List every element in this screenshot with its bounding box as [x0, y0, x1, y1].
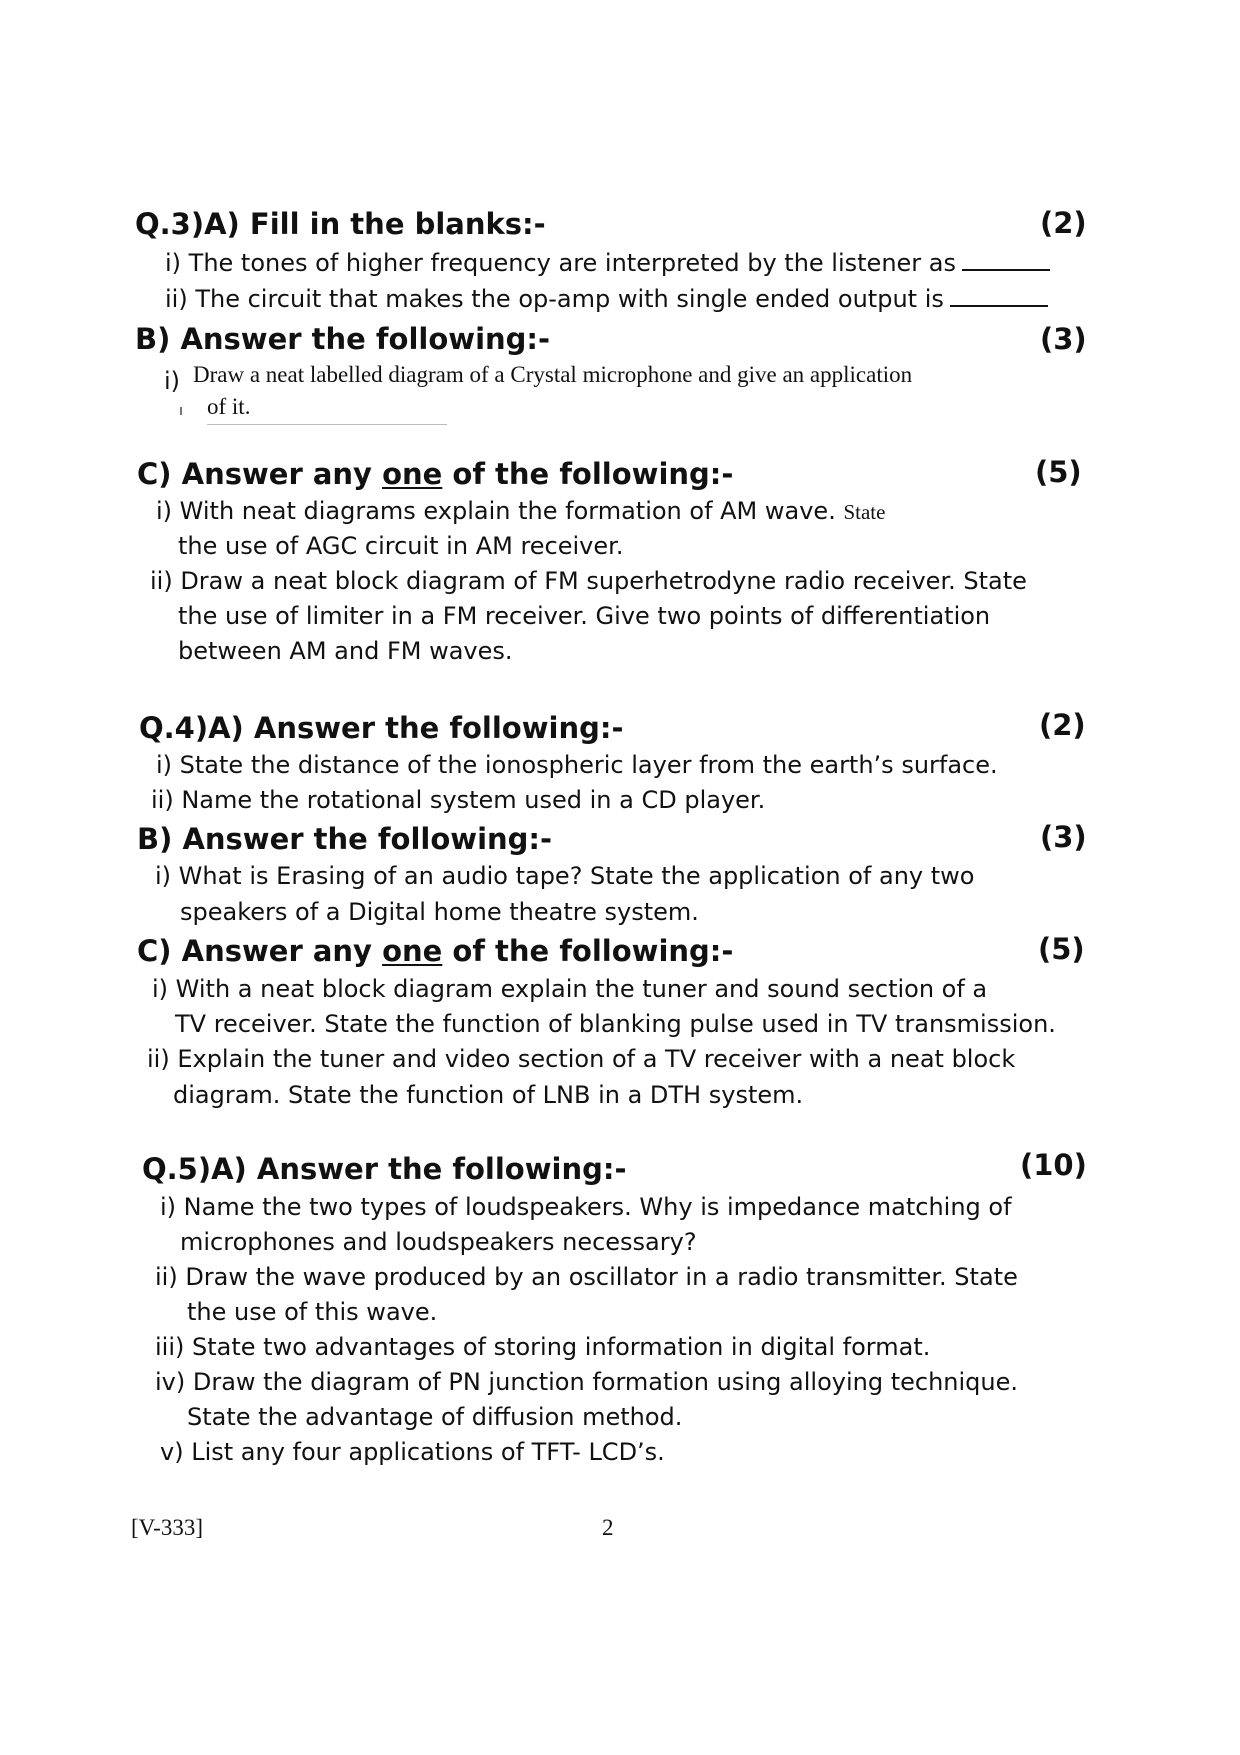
- q4b-marks: (3): [1040, 820, 1087, 854]
- q3a-item-2: [165, 285, 1048, 313]
- q4b-item-line-1: i) What is Erasing of an audio tape? State the application of any two: [155, 862, 975, 890]
- paper-code: [V-333]: [131, 1515, 203, 1540]
- q4b-heading: B) Answer the following:-: [137, 822, 553, 856]
- q3c-marks: (5): [1035, 455, 1082, 489]
- q3c-item-2-line-1: ii) Draw a neat block diagram of FM superhetrodyne radio receiver. State: [150, 567, 1027, 595]
- q4c-item-2-line-1: ii) Explain the tuner and video section of a TV receiver with a neat block: [147, 1045, 1016, 1073]
- q3c-item-1-line-1: [156, 497, 885, 525]
- q3c-item-2-line-2: the use of limiter in a FM receiver. Give two points of differentiation: [178, 602, 991, 630]
- q4a-marks: (2): [1039, 708, 1086, 742]
- page-number: 2: [602, 1515, 614, 1540]
- q5-item-2-line-2: the use of this wave.: [187, 1298, 438, 1326]
- q3c-item-1-text: i) With neat diagrams explain the formation of AM wave.: [156, 497, 836, 525]
- q4c-item-1-line-2: TV receiver. State the function of blanking pulse used in TV transmission.: [175, 1010, 1056, 1038]
- q3a-item-1: [165, 249, 1050, 277]
- q5-item-2-line-1: ii) Draw the wave produced by an oscillator in a radio transmitter. State: [155, 1263, 1018, 1291]
- q3a-heading: Q.3)A) Fill in the blanks:-: [135, 207, 546, 241]
- q4c-heading-pre: C) Answer any: [137, 934, 383, 968]
- q3b-item-line-1: Draw a neat labelled diagram of a Crystal microphone and give an application: [193, 362, 913, 387]
- q4c-heading: [137, 934, 733, 968]
- q4c-item-2-line-2: diagram. State the function of LNB in a DTH system.: [173, 1081, 804, 1109]
- q5-item-4-line-2: State the advantage of diffusion method.: [187, 1403, 683, 1431]
- q4c-heading-post: of the following:-: [442, 934, 734, 968]
- answer-blank: [950, 287, 1048, 307]
- q3c-heading-pre: C) Answer any: [137, 457, 383, 491]
- q4a-heading: Q.4)A) Answer the following:-: [139, 711, 624, 745]
- q3c-heading: [137, 457, 733, 491]
- q4a-item-1: i) State the distance of the ionospheric layer from the earth’s surface.: [156, 751, 998, 779]
- q3b-heading: B) Answer the following:-: [135, 322, 551, 356]
- q3b-item-number: i): [164, 367, 181, 395]
- q3b-item-line-2: of it.: [207, 394, 251, 419]
- q3c-heading-post: of the following:-: [442, 457, 734, 491]
- q4c-heading-one: one: [382, 934, 443, 968]
- q5-item-4-line-1: iv) Draw the diagram of PN junction formation using alloying technique.: [155, 1368, 1019, 1396]
- q3c-item-2-line-3: between AM and FM waves.: [178, 637, 513, 665]
- scan-line: [207, 424, 447, 425]
- q5-item-1-line-1: i) Name the two types of loudspeakers. Why is impedance matching of: [160, 1193, 1012, 1221]
- q3a-item-2-text: ii) The circuit that makes the op-amp with single ended output is: [165, 285, 944, 313]
- answer-blank: [962, 251, 1050, 271]
- q5a-heading: Q.5)A) Answer the following:-: [142, 1152, 627, 1186]
- q3c-heading-one: one: [382, 457, 443, 491]
- q3c-item-1-line-2: the use of AGC circuit in AM receiver.: [178, 532, 624, 560]
- q3c-item-1-state: State: [843, 500, 886, 524]
- q4a-item-2: ii) Name the rotational system used in a CD player.: [151, 786, 766, 814]
- q3b-marks: (3): [1040, 322, 1087, 356]
- q4c-item-1-line-1: i) With a neat block diagram explain the tuner and sound section of a: [152, 975, 988, 1003]
- q4b-item-line-2: speakers of a Digital home theatre system.: [180, 898, 699, 926]
- q5-item-1-line-2: microphones and loudspeakers necessary?: [180, 1228, 697, 1256]
- q4c-marks: (5): [1038, 932, 1085, 966]
- q3a-item-1-text: i) The tones of higher frequency are interpreted by the listener as: [165, 249, 957, 277]
- q5-item-5: v) List any four applications of TFT- LCD’s.: [160, 1438, 665, 1466]
- q5a-marks: (10): [1020, 1148, 1087, 1182]
- scan-mark: [180, 407, 182, 415]
- q5-item-3: iii) State two advantages of storing information in digital format.: [155, 1333, 931, 1361]
- q3a-marks: (2): [1040, 206, 1087, 240]
